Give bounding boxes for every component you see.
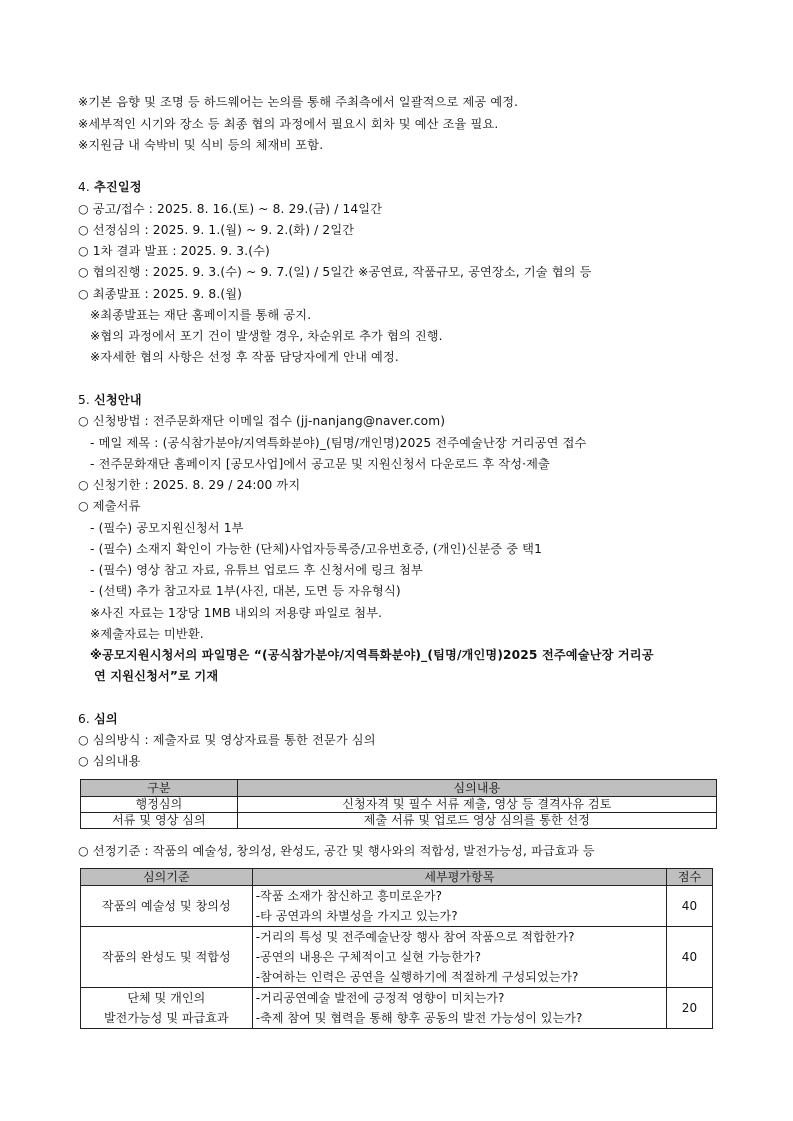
schedule-note-details: ※자세한 협의 사항은 선정 후 작품 담당자에게 안내 예정. — [90, 350, 399, 364]
review-content-table — [80, 779, 717, 829]
table-row — [81, 886, 713, 927]
note-hardware: ※기본 음향 및 조명 등 하드웨어는 논의를 통해 주최측에서 일괄적으로 제공 예정. — [78, 95, 519, 109]
table-header-cell: 심의기준 — [81, 869, 253, 886]
doc-item-video: - (필수) 영상 참고 자료, 유튜브 업로드 후 신청서에 링크 첨부 — [90, 563, 423, 577]
evaluation-item: -참여하는 인력은 공연을 실행하기에 적절하게 구성되었는가? — [255, 970, 579, 984]
table-cell: 행정심의 — [81, 797, 238, 813]
criterion-cell — [81, 886, 253, 927]
schedule-note-final-notice: ※최종발표는 재단 홈페이지를 통해 공지. — [90, 308, 312, 322]
criterion-text: 작품의 완성도 및 적합성 — [102, 950, 231, 964]
selection-criteria: ○ 선정기준 : 작품의 예술성, 창의성, 완성도, 공간 및 행사와의 적합성, 발전가능성, 파급효과 등 — [78, 844, 595, 858]
schedule-item-negotiation: ○ 협의진행 : 2025. 9. 3.(수) ~ 9. 7.(일) / 5일간 ※공연료, 작품규모, 공연장소, 기술 협의 등 — [78, 265, 592, 279]
table-header-cell: 세부평가항목 — [252, 869, 666, 886]
criterion-cell — [81, 988, 253, 1029]
submission-docs-label: ○ 제출서류 — [78, 499, 141, 513]
table-header-row — [81, 780, 717, 797]
table-row — [81, 988, 713, 1029]
score-cell: 40 — [667, 886, 713, 927]
section-4-heading — [78, 178, 142, 196]
evaluation-item: -거리의 특성 및 전주예술난장 행사 참여 작품으로 적합한가? — [255, 930, 575, 944]
table-cell: 신청자격 및 필수 서류 제출, 영상 등 결격사유 검토 — [237, 797, 716, 813]
criterion-text: 작품의 예술성 및 창의성 — [102, 899, 231, 913]
score-cell: 40 — [667, 927, 713, 988]
criterion-text: 발전가능성 및 파급효과 — [103, 1011, 229, 1025]
schedule-item-final: ○ 최종발표 : 2025. 9. 8.(월) — [78, 287, 243, 301]
table-row — [81, 813, 717, 829]
table-header-cell: 점수 — [667, 869, 713, 886]
review-content-label: ○ 심의내용 — [78, 754, 141, 768]
section-4-title: 추진일정 — [93, 180, 142, 194]
doc-item-id: - (필수) 소재지 확인이 가능한 (단체)사업자등록증/고유번호증, (개인)신분증 중 택1 — [90, 542, 542, 556]
evaluation-item: -타 공연과의 차별성을 가지고 있는가? — [255, 909, 458, 923]
doc-item-application: - (필수) 공모지원신청서 1부 — [90, 521, 244, 535]
items-cell — [252, 886, 666, 927]
apply-download: - 전주문화재단 홈페이지 [공모사업]에서 공고문 및 지원신청서 다운로드 후 작성·제출 — [90, 457, 550, 471]
apply-mail-subject: - 메일 제목 : (공식참가분야/지역특화분야)_(팀명/개인명)2025 전주예술난장 거리공연 접수 — [90, 436, 587, 450]
score-cell: 20 — [667, 988, 713, 1029]
note-photo-size: ※사진 자료는 1장당 1MB 내외의 저용량 파일로 첨부. — [90, 606, 383, 620]
schedule-item-first-result: ○ 1차 결과 발표 : 2025. 9. 3.(수) — [78, 244, 270, 258]
note-no-return: ※제출자료는 미반환. — [90, 627, 204, 641]
schedule-item-selection: ○ 선정심의 : 2025. 9. 1.(월) ~ 9. 2.(화) / 2일간 — [78, 223, 355, 237]
evaluation-item: -공연의 내용은 구체적이고 실현 가능한가? — [255, 950, 482, 964]
table-cell: 제출 서류 및 업로드 영상 심의를 통한 선정 — [237, 813, 716, 829]
note-filename-line2: 연 지원신청서”로 기재 — [94, 669, 219, 683]
note-filename-line1: ※공모지원시청서의 파일명은 “(공식참가분야/지역특화분야)_(팀명/개인명)2025 전주예술난장 거리공 — [90, 648, 654, 662]
evaluation-item: -축제 참여 및 협력을 통해 향후 공동의 발전 가능성이 있는가? — [255, 1011, 583, 1025]
criterion-cell — [81, 927, 253, 988]
table-row — [81, 797, 717, 813]
section-4-number: 4. — [78, 180, 90, 194]
table-header-row — [81, 869, 713, 886]
items-cell — [252, 988, 666, 1029]
review-method: ○ 심의방식 : 제출자료 및 영상자료를 통한 전문가 심의 — [78, 733, 376, 747]
section-5-title: 신청안내 — [93, 393, 142, 407]
evaluation-table — [80, 868, 713, 1029]
section-5-heading — [78, 391, 142, 409]
apply-deadline: ○ 신청기한 : 2025. 8. 29 / 24:00 까지 — [78, 478, 301, 492]
apply-method: ○ 신청방법 : 전주문화재단 이메일 접수 (jj-nanjang@naver.com) — [78, 414, 446, 428]
criterion-text: 단체 및 개인의 — [127, 991, 206, 1005]
note-accommodation: ※지원금 내 숙박비 및 식비 등의 체재비 포함. — [78, 138, 324, 152]
evaluation-item: -작품 소재가 참신하고 흥미로운가? — [255, 889, 443, 903]
section-6-title: 심의 — [93, 712, 118, 726]
section-5-number: 5. — [78, 393, 90, 407]
schedule-item-announcement: ○ 공고/접수 : 2025. 8. 16.(토) ~ 8. 29.(금) / 14일간 — [78, 202, 383, 216]
table-header-cell: 구분 — [81, 780, 238, 797]
schedule-note-withdrawal: ※협의 과정에서 포기 건이 발생할 경우, 차순위로 추가 협의 진행. — [90, 329, 443, 343]
evaluation-item: -거리공연예술 발전에 긍정적 영향이 미치는가? — [255, 991, 505, 1005]
table-row — [81, 927, 713, 988]
doc-item-optional: - (선택) 추가 참고자료 1부(사진, 대본, 도면 등 자유형식) — [90, 584, 401, 598]
table-cell: 서류 및 영상 심의 — [81, 813, 238, 829]
section-6-heading — [78, 710, 118, 728]
note-schedule-budget: ※세부적인 시기와 장소 등 최종 협의 과정에서 필요시 회차 및 예산 조율 필요. — [78, 117, 499, 131]
section-6-number: 6. — [78, 712, 90, 726]
items-cell — [252, 927, 666, 988]
table-header-cell: 심의내용 — [237, 780, 716, 797]
